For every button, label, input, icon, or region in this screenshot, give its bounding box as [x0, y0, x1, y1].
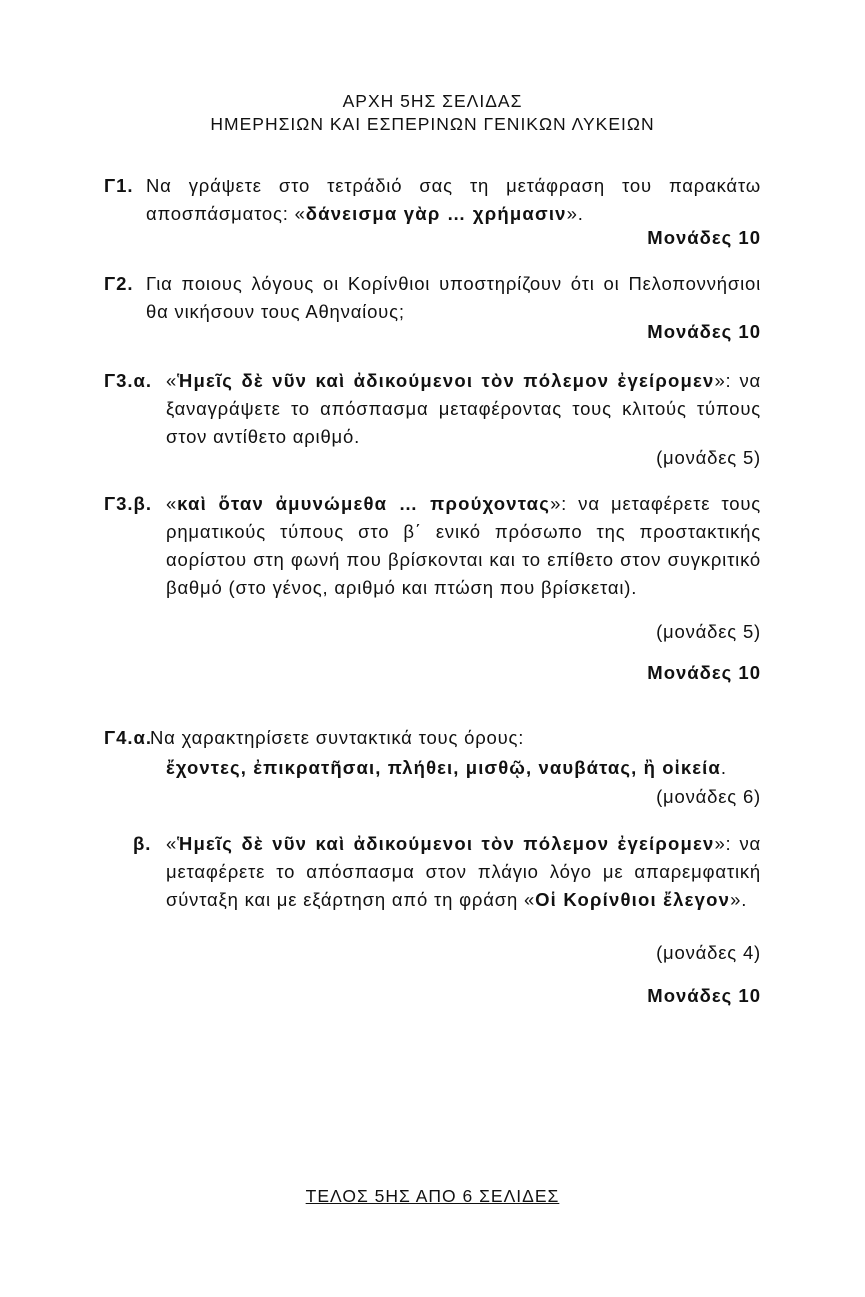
question-g1-text: Να γράψετε στο τετράδιό σας τη μετάφραση του παρακάτω αποσπάσματος: «δάνεισμα γὰρ … χρήμασιν».: [146, 175, 761, 224]
question-g2: [104, 270, 761, 326]
question-g4a-points: (μονάδες 6): [656, 786, 761, 807]
question-g3b: [104, 490, 761, 602]
question-g4b-text: «Ἡμεῖς δὲ νῦν καὶ ἀδικούμενοι τὸν πόλεμον ἐγείρομεν»: να μεταφέρετε το απόσπασμα στον πλάγιο λόγο με απαρεμφατική σύνταξη και με εξάρτηση από τη φράση «Οἱ Κορίνθιοι ἔλεγον».: [166, 833, 761, 910]
question-g2-text: Για ποιους λόγους οι Κορίνθιοι υποστηρίζουν ότι οι Πελοποννήσιοι θα νικήσουν τους Αθηναίους;: [146, 273, 761, 322]
question-g3a-quote: Ἡμεῖς δὲ νῦν καὶ ἀδικούμενοι τὸν πόλεμον ἐγείρομεν: [177, 370, 715, 391]
question-g3a-points: (μονάδες 5): [656, 447, 761, 468]
question-g3b-text: «καὶ ὅταν ἀμυνώμεθα … προύχοντας»: να μεταφέρετε τους ρηματικούς τύπους στο β΄ ενικό πρόσωπο της προστακτικής αορίστου στη φωνή που βρίσκονται και το επίθετο στον συγκριτικό βαθμό (στο γένος, αριθμό και πτώση που βρίσκεται).: [166, 493, 761, 598]
question-g4b-points: (μονάδες 4): [656, 942, 761, 963]
question-g1-label: Γ1.: [104, 175, 134, 196]
question-g1-quote: δάνεισμα γὰρ … χρήμασιν: [305, 203, 567, 224]
question-g4b-label: β.: [133, 833, 152, 854]
question-g4a-terms: ἔχοντες, ἐπικρατῆσαι, πλήθει, μισθῷ, ναυβάτας, ἢ οἰκεία.: [166, 757, 727, 778]
question-g3a: [104, 367, 761, 451]
question-g4b: [133, 830, 761, 914]
question-g3b-quote: καὶ ὅταν ἀμυνώμεθα … προύχοντας: [177, 493, 551, 514]
question-g4-total: Μονάδες 10: [647, 985, 761, 1006]
page-footer: [0, 1186, 865, 1207]
question-g4a-text: Να χαρακτηρίσετε συντακτικά τους όρους:: [150, 727, 525, 748]
question-g1: [104, 172, 761, 228]
header-line-2: ΗΜΕΡΗΣΙΩΝ ΚΑΙ ΕΣΠΕΡΙΝΩΝ ΓΕΝΙΚΩΝ ΛΥΚΕΙΩΝ: [210, 114, 655, 134]
footer-text: ΤΕΛΟΣ 5ΗΣ ΑΠΟ 6 ΣΕΛΙΔΕΣ: [305, 1186, 560, 1206]
question-g3b-label: Γ3.β.: [104, 493, 152, 514]
question-g2-label: Γ2.: [104, 273, 134, 294]
question-g3-total: Μονάδες 10: [647, 662, 761, 683]
question-g3a-label: Γ3.α.: [104, 370, 153, 391]
question-g3b-points: (μονάδες 5): [656, 621, 761, 642]
page-header: [0, 90, 865, 136]
question-g1-points: Μονάδες 10: [647, 227, 761, 248]
question-g4a: [104, 724, 761, 752]
question-g4b-quote-2: Οἱ Κορίνθιοι ἔλεγον: [535, 889, 731, 910]
question-g4a-terms-list: ἔχοντες, ἐπικρατῆσαι, πλήθει, μισθῷ, ναυβάτας, ἢ οἰκεία: [166, 757, 721, 778]
question-g4b-quote: Ἡμεῖς δὲ νῦν καὶ ἀδικούμενοι τὸν πόλεμον ἐγείρομεν: [177, 833, 715, 854]
header-line-1: ΑΡΧΗ 5ΗΣ ΣΕΛΙΔΑΣ: [342, 91, 523, 111]
question-g4a-label: Γ4.α.: [104, 727, 153, 748]
question-g2-points: Μονάδες 10: [647, 321, 761, 342]
question-g3a-text: «Ἡμεῖς δὲ νῦν καὶ ἀδικούμενοι τὸν πόλεμον ἐγείρομεν»: να ξαναγράψετε το απόσπασμα μεταφέροντας τους κλιτούς τύπους στον αντίθετο αριθμό.: [166, 370, 761, 447]
